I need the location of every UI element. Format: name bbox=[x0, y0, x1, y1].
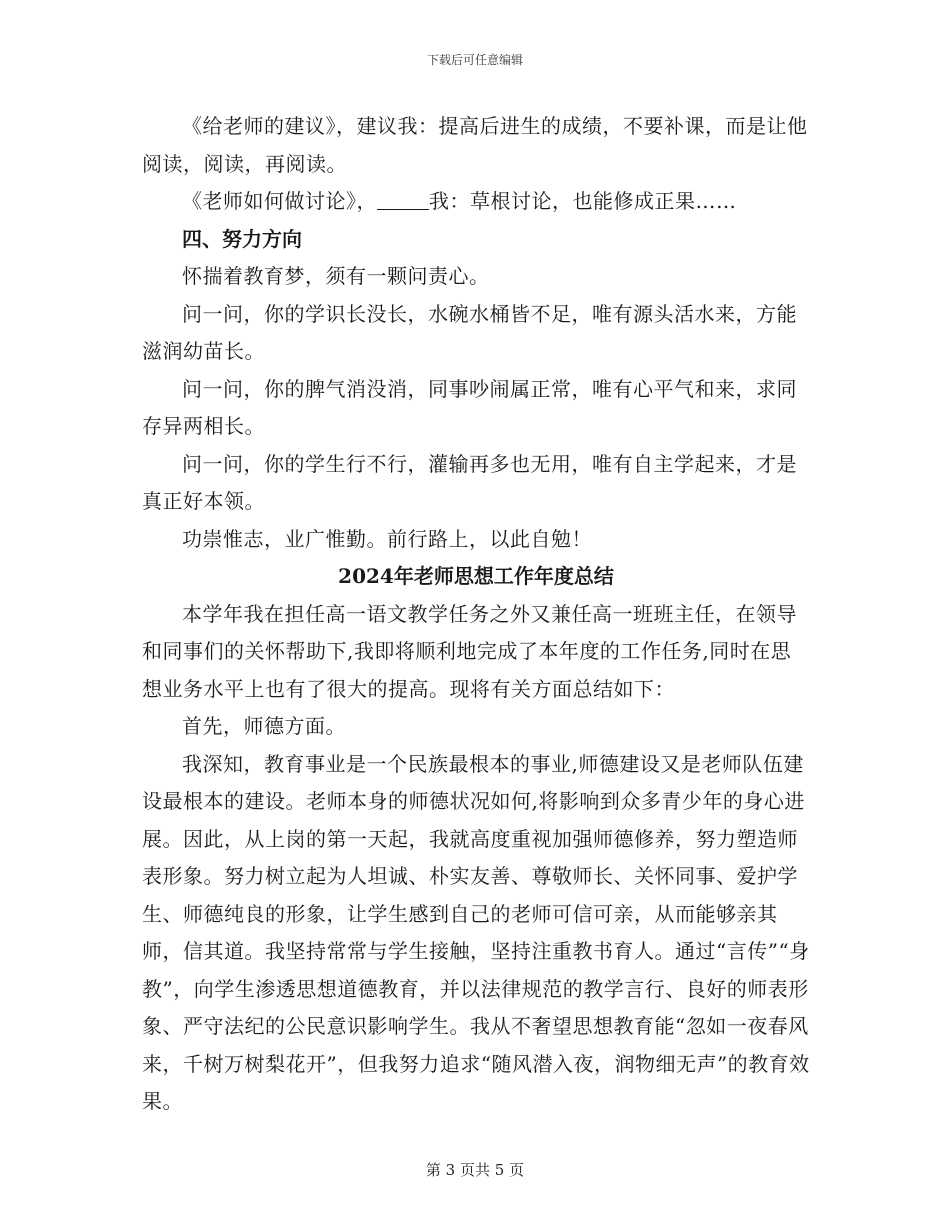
paragraph: 《给老师的建议》，建议我：提高后进生的成绩，不要补课，而是让他阅读，阅读，再阅读。 bbox=[142, 114, 808, 176]
paragraph-text-before: 《老师如何做讨论》， bbox=[182, 189, 377, 213]
page-footer: 第 3 页共 5 页 bbox=[425, 1161, 525, 1179]
paragraph: 问一问，你的学识长没长，水碗水桶皆不足，唯有源头活水来，方能滋润幼苗长。 bbox=[142, 301, 797, 363]
paragraph-text-after: 我：草根讨论，也能修成正果…… bbox=[429, 189, 737, 213]
page-header: 下载后可任意编辑 bbox=[426, 53, 523, 67]
paragraph: 问一问，你的脾气消没消，同事吵闹属正常，唯有心平气和来，求同存异两相长。 bbox=[142, 376, 797, 438]
fill-blank bbox=[377, 191, 429, 210]
paragraph: 怀揣着教育梦，须有一颗问责心。 bbox=[182, 264, 490, 288]
paragraph: 我深知，教育事业是一个民族最根本的事业,师德建设又是老师队伍建设最根本的建设。老师本身的师德状况如何,将影响到众多青少年的身心进展。因此，从上岗的第一天起，我就高度重视加强师德修养，努力塑造师表形象。努力树立起为人坦诚、朴实友善、尊敬师长、关怀同事、爱护学生、师德纯良的形象，让学生感到自己的老师可信可亲，从而能够亲其师，信其道。我坚持常常与学生接触，坚持注重教书育人。通过“言传”“身教”，向学生渗透思想道德教育，并以法律规范的教学言行、良好的师表形象、严守法纪的公民意识影响学生。我从不奢望思想教育能“忽如一夜春风来，千树万树梨花开”，但我努力追求“随风潜入夜，润物细无声”的教育效果。 bbox=[142, 751, 810, 1113]
paragraph: 首先，师德方面。 bbox=[182, 714, 346, 738]
document-body bbox=[142, 108, 810, 1121]
paragraph-with-blank bbox=[142, 183, 810, 221]
paragraph: 本学年我在担任高一语文教学任务之外又兼任高一班班主任，在领导和同事们的关怀帮助下,我即将顺利地完成了本年度的工作任务,同时在思想业务水平上也有了很大的提高。现将有关方面总结如下： bbox=[142, 601, 797, 701]
paragraph: 功崇惟志，业广惟勤。前行路上，以此自勉！ bbox=[182, 526, 592, 551]
article-title: 2024年老师思想工作年度总结 bbox=[338, 564, 614, 588]
paragraph: 问一问，你的学生行不行，灌输再多也无用，唯有自主学起来，才是真正好本领。 bbox=[142, 451, 797, 513]
section-heading: 四、努力方向 bbox=[182, 226, 302, 251]
